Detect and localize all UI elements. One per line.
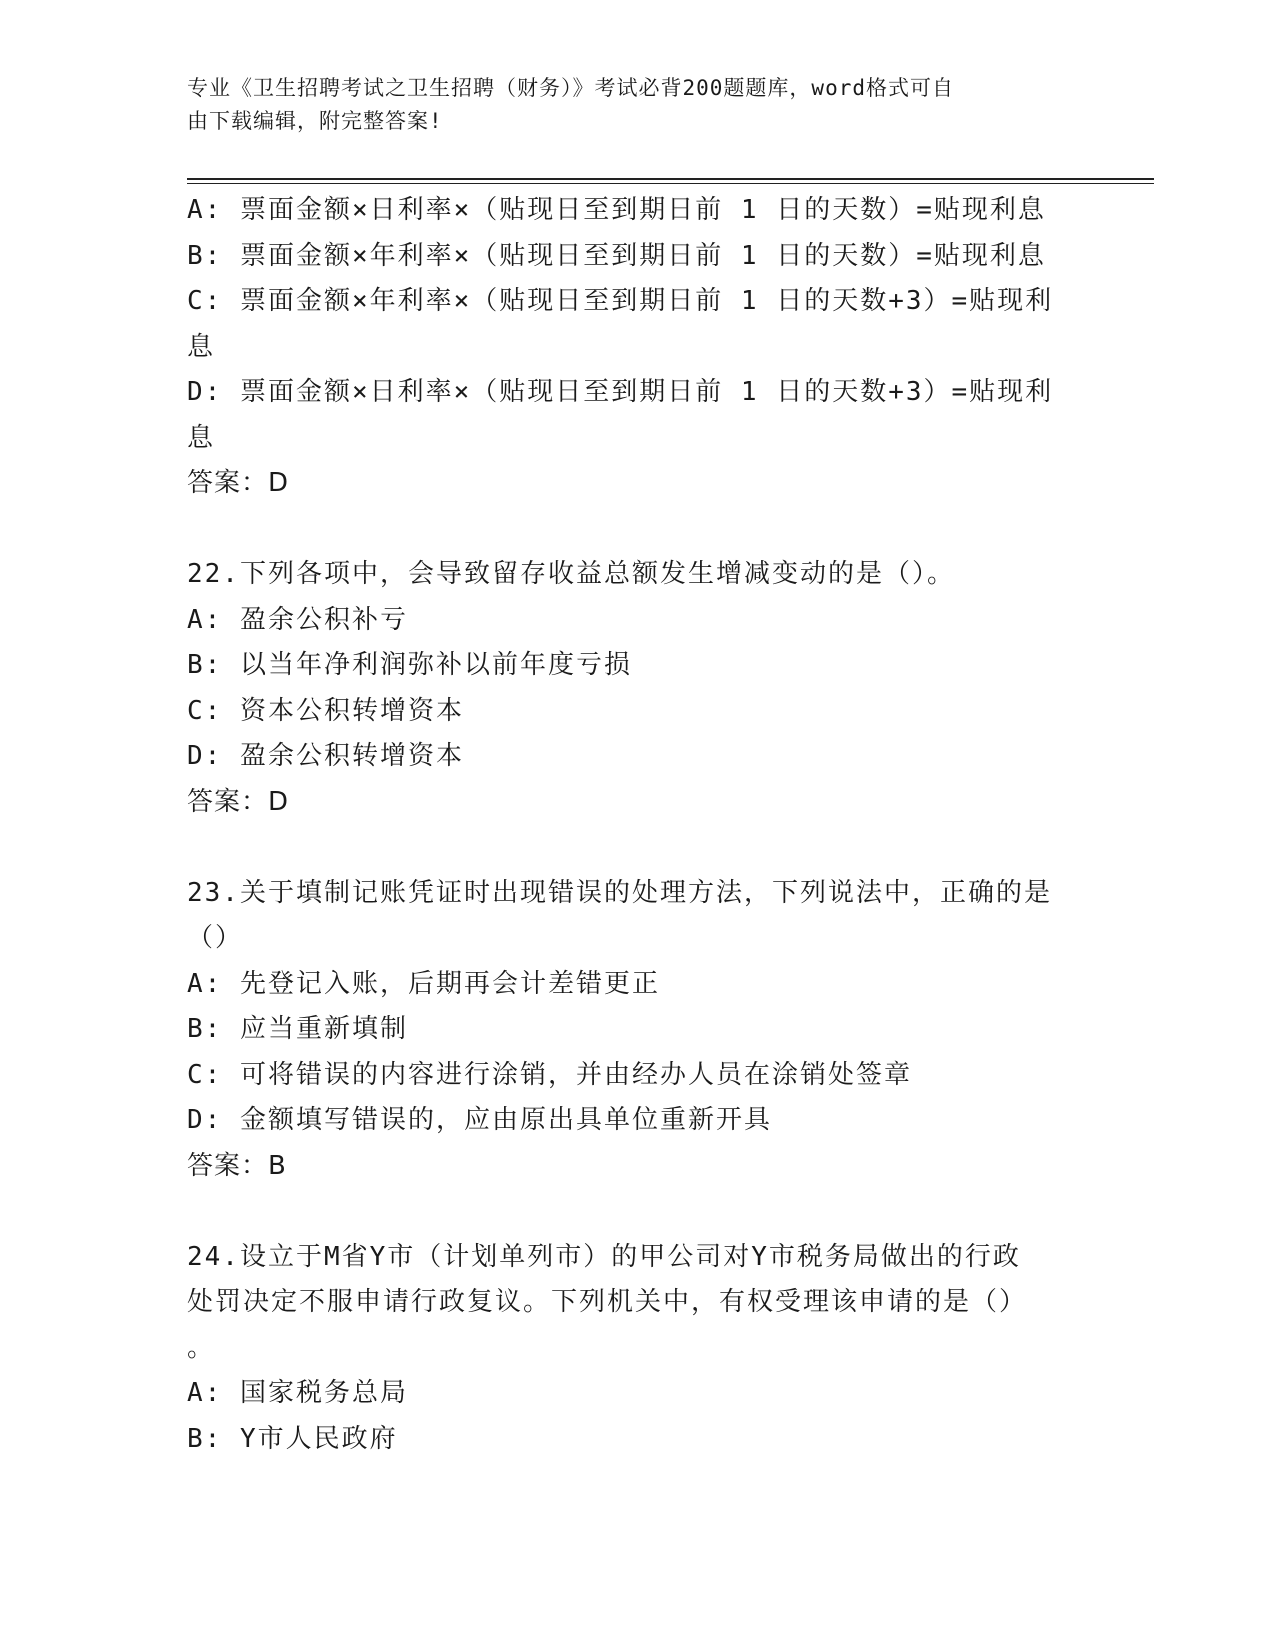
- question-block-23: [187, 871, 1087, 1190]
- question-stem-continued: （）: [187, 923, 244, 953]
- header-line-1: 专业《卫生招聘考试之卫生招聘（财务）》考试必背200题题库，word格式可自: [187, 76, 954, 100]
- option-c: C: 可将错误的内容进行涂销，并由经办人员在涂销处签章: [187, 1059, 912, 1090]
- option-b: B: 应当重新填制: [187, 1014, 408, 1044]
- spacer: [187, 825, 1087, 871]
- question-list: [187, 188, 1087, 1462]
- option-b: B: 票面金额×年利率×（贴现日至到期日前 1 日的天数）=贴现利息: [187, 240, 1046, 271]
- question-block-22: [187, 552, 1087, 825]
- spacer: [187, 507, 1087, 553]
- answer: 答案：B: [187, 1150, 287, 1181]
- option-d: D: 盈余公积转增资本: [187, 741, 464, 771]
- option-d: D: 金额填写错误的，应由原出具单位重新开具: [187, 1105, 772, 1135]
- question-block-24: [187, 1235, 1087, 1463]
- answer: 答案：D: [187, 786, 290, 817]
- question-stem: 23.关于填制记账凭证时出现错误的处理方法，下列说法中，正确的是: [187, 877, 1052, 908]
- header-line-2: 由下载编辑，附完整答案!: [187, 109, 443, 133]
- option-a: A: 票面金额×日利率×（贴现日至到期日前 1 日的天数）=贴现利息: [187, 195, 1046, 225]
- option-d: D: 票面金额×日利率×（贴现日至到期日前 1 日的天数+3）=贴现利: [187, 377, 1054, 407]
- option-c: C: 票面金额×年利率×（贴现日至到期日前 1 日的天数+3）=贴现利: [187, 286, 1054, 316]
- answer: 答案：D: [187, 468, 290, 498]
- spacer: [187, 1189, 1087, 1235]
- option-a: A: 国家税务总局: [187, 1378, 408, 1408]
- option-a: A: 先登记入账，后期再会计差错更正: [187, 968, 660, 999]
- question-stem: 24.设立于M省Y市（计划单列市）的甲公司对Y市税务局做出的行政: [187, 1241, 1021, 1272]
- question-stem: 22.下列各项中，会导致留存收益总额发生增减变动的是（）。: [187, 559, 955, 589]
- question-stem-end: 。: [187, 1332, 216, 1363]
- question-block-21: [187, 188, 1087, 507]
- header-divider: [187, 178, 1154, 184]
- option-c-continued: 息: [187, 331, 216, 362]
- document-header: [187, 72, 1067, 138]
- option-a: A: 盈余公积补亏: [187, 604, 408, 635]
- option-c: C: 资本公积转增资本: [187, 695, 464, 726]
- question-stem-continued: 处罚决定不服申请行政复议。下列机关中，有权受理该申请的是（）: [187, 1287, 1028, 1317]
- option-d-continued: 息: [187, 422, 216, 453]
- option-b: B: Y市人民政府: [187, 1423, 398, 1454]
- option-b: B: 以当年净利润弥补以前年度亏损: [187, 650, 632, 680]
